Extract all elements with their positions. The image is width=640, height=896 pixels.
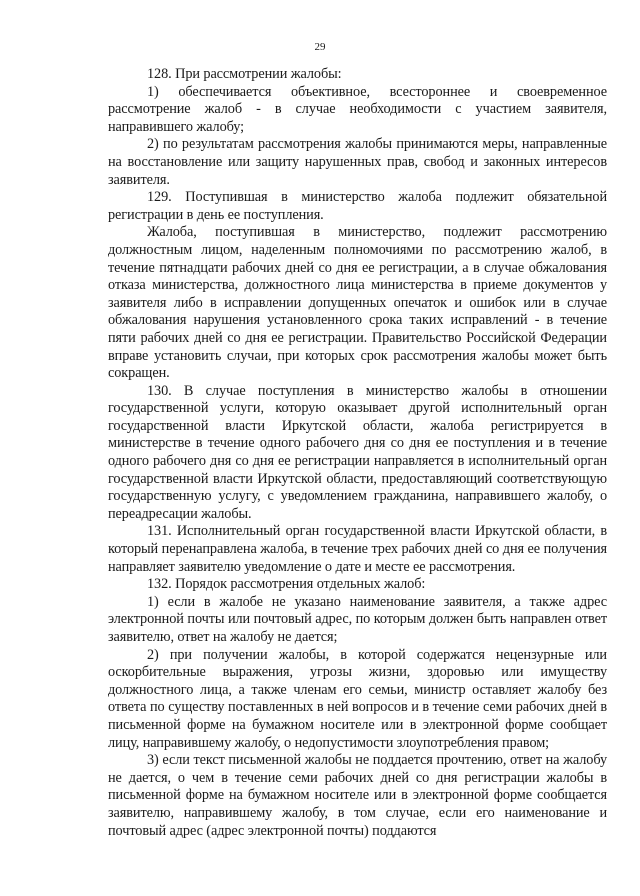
document-body [108, 66, 607, 840]
paragraph-131: 131. Исполнительный орган государственной власти Иркутской области, в который перенаправлена жалоба, в течение трех рабочих дней со дня ее получения направляет заявителю уведомление о дате и месте ее рассмотрения. [108, 523, 607, 575]
paragraph-132-heading: 132. Порядок рассмотрения отдельных жалоб: [147, 576, 426, 593]
paragraph-128-item-1: 1) обеспечивается объективное, всестороннее и своевременное рассмотрение жалоб - в случае необходимости с участием заявителя, направившего жалобу; [108, 83, 607, 135]
paragraph-129-review-terms: Жалоба, поступившая в министерство, подлежит рассмотрению должностным лицом, наделенным полномочиями по рассмотрению жалоб, в течение пятнадцати рабочих дней со дня ее регистрации, а в случае обжалования отказа министерства, должностного лица министерства в приеме документов у заявителя либо в исправлении допущенных опечаток и ошибок или в случае обжалования нарушения установленного срока таких исправлений - в течение пяти рабочих дней со дня ее регистрации. Правительство Российской Федерации вправе установить случаи, при которых срок рассмотрения жалобы может быть сокращен. [108, 224, 607, 382]
paragraph-132-item-2: 2) при получении жалобы, в которой содержатся нецензурные или оскорбительные выражения, угрозы жизни, здоровью или имуществу должностного лица, а также членам его семьи, министр оставляет жалобу без ответа по существу поставленных в ней вопросов и в течение семи рабочих дней в письменной форме на бумажном носителе или в электронной форме сообщает лицу, направившему жалобу, о недопустимости злоупотребления правом; [108, 646, 607, 751]
page-number: 29 [314, 41, 326, 53]
paragraph-128-heading: 128. При рассмотрении жалобы: [147, 66, 342, 82]
paragraph-132-item-3: 3) если текст письменной жалобы не поддается прочтению, ответ на жалобу не дается, о чем в течение семи рабочих дней со дня регистрации жалобы в письменной форме на бумажном носителе или в электронной форме сообщается заявителю, направившему жалобу, в том случае, если его наименование и почтовый адрес (адрес электронной почты) поддаются [108, 752, 607, 839]
paragraph-128-item-2: 2) по результатам рассмотрения жалобы принимаются меры, направленные на восстановление или защиту нарушенных прав, свобод и законных интересов заявителя. [108, 136, 607, 188]
paragraph-129: 129. Поступившая в министерство жалоба подлежит обязательной регистрации в день ее поступления. [108, 189, 607, 223]
paragraph-130: 130. В случае поступления в министерство жалобы в отношении государственной услуги, которую оказывает другой исполнительный орган государственной власти Иркутской области, жалоба регистрируется в министерстве в течение одного рабочего дня со дня ее поступления и в течение одного рабочего дня со дня ее регистрации направляется в исполнительный орган государственной власти Иркутской области, предоставляющий соответствующую государственную услугу, с уведомлением гражданина, направившего жалобу, о переадресации жалобы. [108, 382, 607, 522]
paragraph-132-item-1: 1) если в жалобе не указано наименование заявителя, а также адрес электронной почты или почтовый адрес, по которым должен быть направлен ответ заявителю, ответ на жалобу не дается; [108, 593, 607, 645]
